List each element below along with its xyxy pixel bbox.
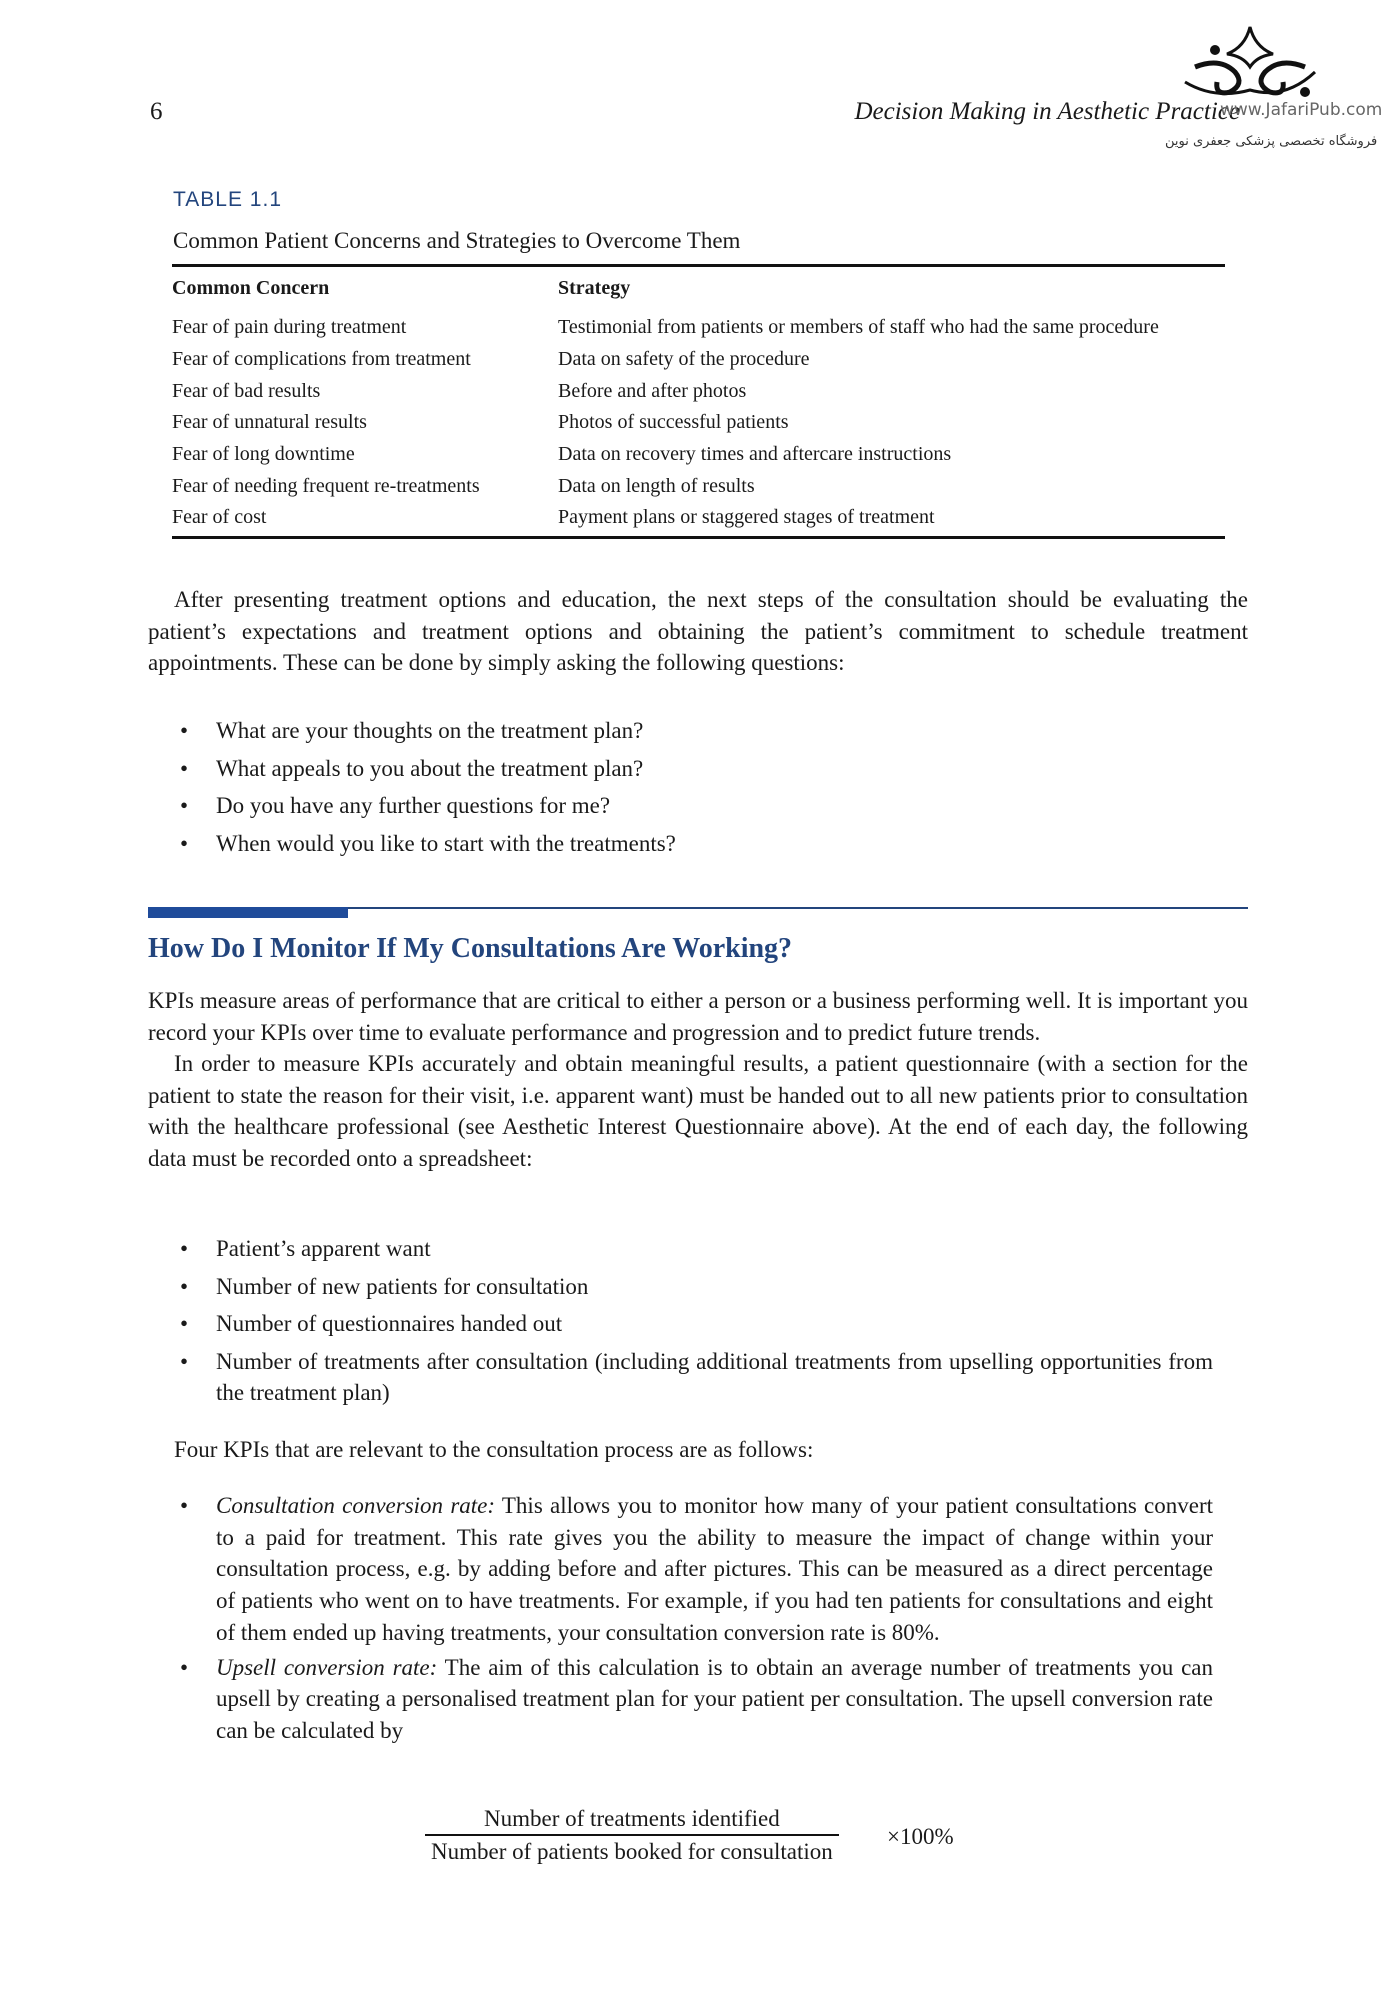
formula-fraction bbox=[425, 1806, 839, 1865]
bullet-icon: • bbox=[180, 718, 189, 743]
kpi-paragraph: KPIs measure areas of performance that are critical to either a person or a business performing well. It is important you record your KPIs over time to evaluate performance and progression and to predict future trends. bbox=[148, 988, 1248, 1045]
column-header-strategy: Strategy bbox=[558, 277, 631, 299]
concern-cell: Fear of cost bbox=[172, 506, 267, 529]
concern-cell: Fear of needing frequent re-treatments bbox=[172, 474, 480, 497]
list-item: • Number of treatments after consultation (including additional treatments from upselling opportunities from the treatment plan) bbox=[148, 1346, 1213, 1409]
strategy-cell: Data on safety of the procedure bbox=[558, 348, 810, 371]
watermark-url: www.JafariPub.com bbox=[1220, 100, 1383, 120]
bullet-icon: • bbox=[180, 830, 189, 856]
intro-paragraph: After presenting treatment options and education, the next steps of the consultation should be evaluating the patient’s expectations and treatment options and obtaining the patient’s commitment to schedule treatment appointments. These can be done by simply asking the following questions: bbox=[148, 587, 1248, 675]
bullet-icon: • bbox=[180, 1236, 189, 1261]
list-item: • Number of new patients for consultation bbox=[148, 1271, 1213, 1303]
table-row bbox=[172, 502, 1225, 534]
concern-cell: Fear of bad results bbox=[172, 379, 321, 402]
concern-cell: Fear of long downtime bbox=[172, 443, 355, 466]
bullet-icon: • bbox=[180, 1311, 189, 1336]
questions-list bbox=[148, 712, 1213, 862]
bullet-icon: • bbox=[180, 1273, 189, 1299]
strategy-cell: Data on length of results bbox=[558, 474, 755, 497]
running-title: Decision Making in Aesthetic Practice bbox=[854, 98, 1240, 125]
formula-numerator: Number of treatments identified bbox=[425, 1806, 839, 1836]
watermark-tagline: فروشگاه تخصصی پزشکی جعفری نوین bbox=[1165, 134, 1378, 149]
kpi-item-consultation-conversion bbox=[148, 1490, 1213, 1649]
formula-multiplier: ×100% bbox=[887, 1824, 954, 1849]
table-header-row bbox=[172, 267, 1225, 312]
intro-paragraph-block bbox=[148, 584, 1248, 679]
kpi-term: Consultation conversion rate: bbox=[216, 1493, 496, 1518]
strategy-cell: Photos of successful patients bbox=[558, 411, 789, 434]
bullet-icon: • bbox=[180, 755, 189, 781]
kpi-item-upsell-conversion bbox=[148, 1652, 1213, 1747]
formula-denominator: Number of patients booked for consultation bbox=[431, 1839, 833, 1864]
kpi-term: Upsell conversion rate: bbox=[216, 1654, 438, 1680]
kpi-intro-block bbox=[148, 1434, 1248, 1466]
watermark-logo bbox=[1165, 22, 1383, 172]
strategy-cell: Before and after photos bbox=[558, 379, 747, 402]
table-row bbox=[172, 439, 1225, 471]
table-row bbox=[172, 375, 1225, 407]
table-caption: Common Patient Concerns and Strategies to Overcome Them bbox=[173, 228, 741, 253]
table-row bbox=[172, 344, 1225, 376]
page-number: 6 bbox=[150, 98, 163, 125]
bullet-icon: • bbox=[180, 1348, 189, 1374]
jafari-calligraphy-logo-icon bbox=[1165, 22, 1335, 102]
bullet-icon: • bbox=[180, 1493, 189, 1518]
section-accent-bar bbox=[148, 907, 348, 918]
list-item: • Number of questionnaires handed out bbox=[148, 1308, 1213, 1340]
list-item: • Patient’s apparent want bbox=[148, 1233, 1213, 1265]
questionnaire-paragraph: In order to measure KPIs accurately and obtain meaningful results, a patient questionnaire (with a section for the patient to state the reason for their visit, i.e. apparent want) must be handed out to all new patients prior to consultation with the healthcare professional (see Aesthetic Interest Questionnaire above). At the end of each day, the following data must be recorded onto a spreadsheet: bbox=[148, 1051, 1248, 1171]
kpi-description: This allows you to monitor how many of your patient consultations convert to a paid for treatment. This rate gives you the ability to measure the impact of change within your consultation process, e.g. by adding before and after pictures. This can be measured as a direct percentage of patients who went on to have treatments. For example, if you had ten patients for consultations and eight of them ended up having treatments, your consultation conversion rate is 80%. bbox=[216, 1493, 1214, 1645]
kpi-description: The aim of this calculation is to obtain an average number of treatments you can upsell by creating a personalised treatment plan for your patient per consultation. The upsell conversion rate can be calculated by bbox=[216, 1654, 1213, 1743]
concern-cell: Fear of pain during treatment bbox=[172, 316, 407, 339]
list-item: • What are your thoughts on the treatment plan? bbox=[148, 712, 1213, 750]
table-bottom-rule bbox=[172, 536, 1225, 539]
list-item: • When would you like to start with the treatments? bbox=[148, 825, 1213, 863]
bullet-icon: • bbox=[180, 1654, 189, 1680]
bullet-icon: • bbox=[180, 793, 189, 818]
kpi-intro: Four KPIs that are relevant to the consultation process are as follows: bbox=[174, 1437, 814, 1462]
kpi-list bbox=[148, 1490, 1213, 1747]
table-row bbox=[172, 470, 1225, 502]
concern-cell: Fear of complications from treatment bbox=[172, 348, 471, 371]
strategy-cell: Data on recovery times and aftercare instructions bbox=[558, 443, 952, 466]
data-items-list bbox=[148, 1233, 1213, 1409]
column-header-concern: Common Concern bbox=[172, 277, 330, 299]
table-row bbox=[172, 312, 1225, 344]
list-item: • What appeals to you about the treatment plan? bbox=[148, 750, 1213, 788]
upsell-formula bbox=[425, 1806, 954, 1865]
section-heading: How Do I Monitor If My Consultations Are Working? bbox=[148, 933, 793, 964]
table-row bbox=[172, 407, 1225, 439]
strategy-cell: Payment plans or staggered stages of treatment bbox=[558, 506, 935, 529]
concern-cell: Fear of unnatural results bbox=[172, 411, 367, 434]
section-body bbox=[148, 985, 1248, 1174]
table-label: TABLE 1.1 bbox=[173, 188, 282, 211]
strategy-cell: Testimonial from patients or members of staff who had the same procedure bbox=[558, 316, 1159, 339]
list-item: • Do you have any further questions for me? bbox=[148, 787, 1213, 825]
concerns-table bbox=[172, 264, 1225, 539]
